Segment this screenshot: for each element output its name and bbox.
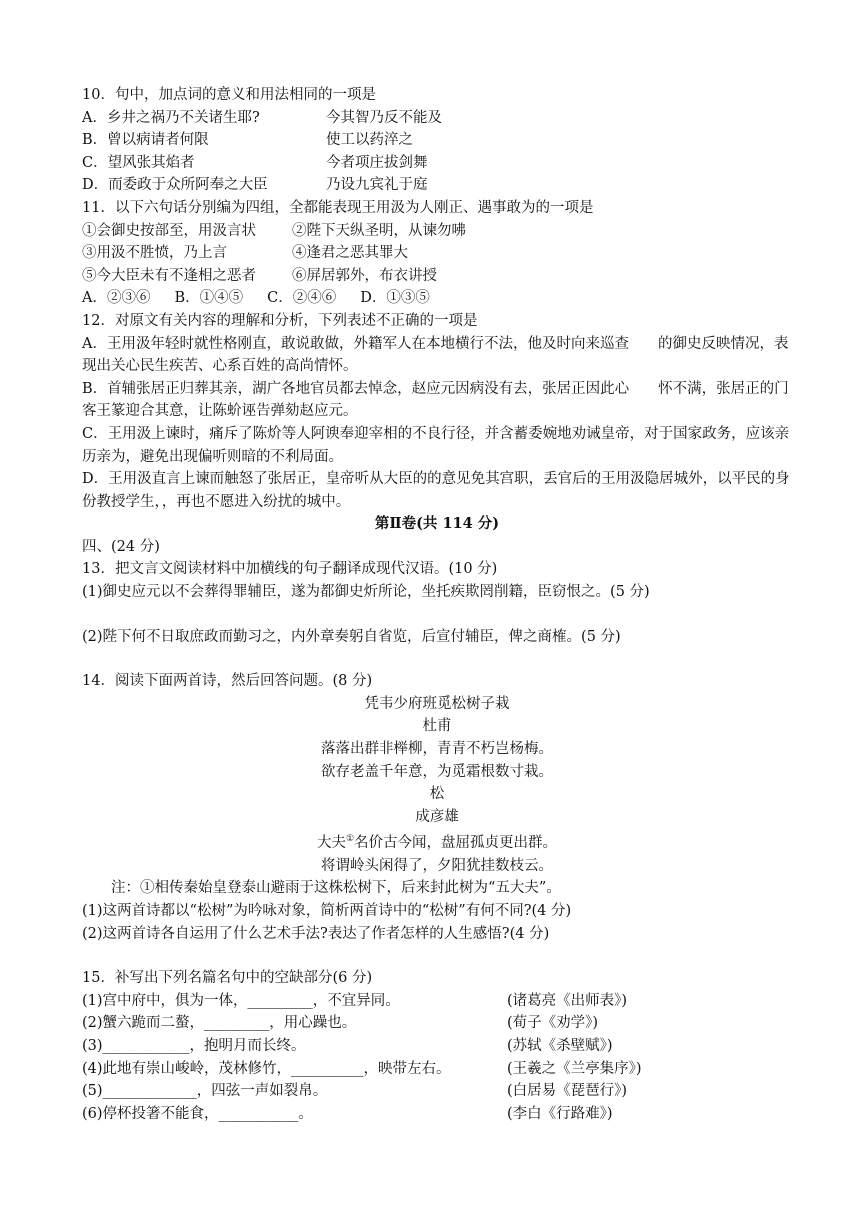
q10-option-c: C．望风张其焰者 今者项庄拔剑舞 <box>82 154 428 171</box>
q15-item-2: (2)蟹六跪而二螯，_________，用心躁也。 (荀子《劝学》) <box>82 1015 599 1032</box>
q11-items-row-2: ③用汲不胜愤，乃上言 ④逢君之恶其罪大 <box>82 245 408 262</box>
q12-stem: 12．对原文有关内容的理解和分析，下列表述不正确的一项是 <box>82 312 478 329</box>
poem-note: 注：①相传秦始皇登泰山避雨于这株松树下，后来封此树为“五大夫”。 <box>111 880 561 897</box>
section-4-heading: 四、(24 分) <box>82 538 160 555</box>
q11-choices: A．②③⑥ B．①④⑤ C．②④⑥ D．①③⑤ <box>82 290 430 307</box>
q15-item-6: (6)停杯投箸不能食，___________。 (李白《行路难》) <box>82 1105 613 1122</box>
q14-sub-1: (1)这两首诗都以“松树”为吟咏对象，简析两首诗中的“松树”有何不同?(4 分) <box>82 903 572 920</box>
q13-sentence-1: (1)御史应元以不会葬得罪辅臣，遂为都御史炘所论，坐托疾欺罔削籍，臣窃恨之。(5 分) <box>82 584 650 601</box>
poem-1-author: 杜甫 <box>422 718 452 735</box>
question-11 <box>82 197 792 310</box>
answer-space <box>82 945 792 967</box>
q11-items-row-1: ①会御史按部至，用汲言状 ②陛下天纵圣明，从谏勿咈 <box>82 222 466 239</box>
q15-stem: 15．补写出下列名篇名句中的空缺部分(6 分) <box>82 970 373 987</box>
poem-2-title: 松 <box>429 786 445 803</box>
q10-option-d: D．而委政于众所阿奉之大臣 乃设九宾礼于庭 <box>82 177 428 194</box>
poem-1-line-1: 落落出群非榉柳，青青不朽岂杨梅。 <box>321 741 553 758</box>
question-15 <box>82 967 792 1125</box>
q10-option-b: B．曾以病请者何限 使工以药淬之 <box>82 132 413 149</box>
q15-item-4: (4)此地有崇山峻岭，茂林修竹，__________，映带左右。 (王羲之《兰亭集序》) <box>82 1060 642 1077</box>
q12-option-b: B．首辅张居正归葬其亲，湖广各地官员都去悼念，赵应元因病没有去，张居正因此心 怀不满，张居正的门客王篆迎合其意，让陈蚧诬告弹劾赵应元。 <box>82 380 789 420</box>
question-13 <box>82 558 792 670</box>
exam-page <box>82 84 792 1125</box>
part-2-title: 第Ⅱ卷(共 114 分) <box>374 515 500 533</box>
poem-2-line-2: 将谓岭头闲得了，夕阳犹挂数枝云。 <box>321 857 553 874</box>
poem-2-author: 成彦雄 <box>415 808 459 825</box>
q10-stem: 10．句中，加点词的意义和用法相同的一项是 <box>82 87 376 103</box>
answer-space <box>82 648 792 670</box>
question-10 <box>82 84 792 197</box>
answer-space <box>82 604 792 626</box>
question-12 <box>82 310 792 513</box>
q12-option-a: A．王用汲年轻时就性格刚直，敢说敢做，外籍军人在本地横行不法，他及时向来巡查 的御史反映情况，表现出关心民生疾苦、心系百姓的高尚情怀。 <box>82 335 789 375</box>
q11-stem: 11．以下六句话分别编为四组，全都能表现王用汲为人刚正、遇事敢为的一项是 <box>82 199 594 216</box>
q11-items-row-3: ⑤今大臣未有不逢相之恶者 ⑥屏居郭外，布衣讲授 <box>82 267 437 284</box>
q13-stem: 13．把文言文阅读材料中加横线的句子翻译成现代汉语。(10 分) <box>82 561 498 578</box>
q12-option-c: C．王用汲上谏时，痛斥了陈炌等人阿谀奉迎宰相的不良行径，并含蓄委婉地劝诫皇帝，对于国家政务，应该亲历亲为，避免出现偏听则暗的不利局面。 <box>82 425 790 465</box>
poem-2-line-1: 大夫①名价古今闻，盘屈孤贞更出群。 <box>316 834 558 852</box>
q13-sentence-2: (2)陛下何不日取庶政而勤习之，内外章奏躬自省览，后宣付辅臣，俾之商榷。(5 分) <box>82 628 621 645</box>
poem-1-title: 凭韦少府班觅松树子栽 <box>364 695 510 712</box>
question-14 <box>82 670 792 967</box>
q15-item-5: (5)_____________，四弦一声如裂帛。 (白居易《琵琶行》) <box>82 1083 628 1100</box>
poem-1-line-2: 欲存老盖千年意，为觅霜根数寸栽。 <box>321 763 553 780</box>
q14-sub-2: (2)这两首诗各自运用了什么艺术手法?表达了作者怎样的人生感悟?(4 分) <box>82 925 550 942</box>
q12-option-d: D．王用汲直言上谏而触怒了张居正，皇帝听从大臣的的意见免其宫职，丢官后的王用汲隐居城外，以平民的身份教授学生，，再也不愿进入纷扰的城中。 <box>82 471 790 510</box>
q15-item-3: (3)____________，抱明月而长终。 (苏轼《杀壁赋》) <box>82 1037 613 1054</box>
q14-stem: 14．阅读下面两首诗，然后回答问题。(8 分) <box>82 673 373 690</box>
q10-option-a: A．乡井之祸乃不关诸生耶? 今其智乃反不能及 <box>82 109 442 126</box>
q15-item-1: (1)宫中府中，俱为一体，_________，不宜异同。 (诸葛亮《出师表》) <box>82 992 628 1009</box>
footnote-marker: ① <box>345 834 355 845</box>
